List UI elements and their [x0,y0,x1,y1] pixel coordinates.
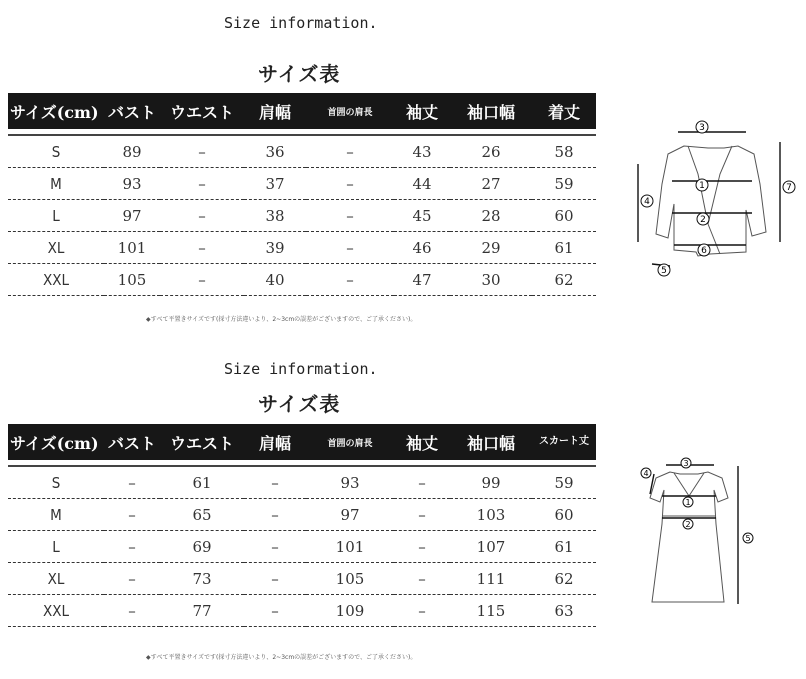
cell: 28 [450,200,532,232]
cell: 38 [244,200,306,232]
cell: 43 [394,135,450,168]
svg-text:6: 6 [701,246,707,256]
cell: 37 [244,168,306,200]
table-row [8,200,596,232]
cell: – [244,499,306,531]
cell: 29 [450,232,532,264]
table-row [8,563,596,595]
cell: 45 [394,200,450,232]
cell: 77 [160,595,244,627]
cell: – [394,563,450,595]
cell: 101 [306,531,394,563]
cell: 101 [104,232,160,264]
cell: – [160,264,244,296]
svg-text:2: 2 [700,215,706,225]
cell: – [104,499,160,531]
cell: 93 [104,168,160,200]
cell: 99 [450,466,532,499]
cell: 115 [450,595,532,627]
cell: 61 [160,466,244,499]
svg-text:1: 1 [685,498,691,507]
header-shoulder: 肩幅 [244,93,306,129]
cell: 62 [532,264,596,296]
table-row [8,531,596,563]
cell: 47 [394,264,450,296]
header-sleeve-length: 袖丈 [394,93,450,129]
header-waist: ウエスト [160,93,244,129]
cell: 59 [532,168,596,200]
section-heading: Size information. [224,14,378,32]
cell: 59 [532,466,596,499]
cell: – [306,264,394,296]
cell: 105 [104,264,160,296]
svg-text:5: 5 [661,266,667,276]
cell: – [244,595,306,627]
cell: M [8,499,104,531]
size-table-title: サイズ表 [258,62,341,86]
size-table [8,424,596,627]
cell: L [8,200,104,232]
svg-text:7: 7 [786,183,792,193]
svg-text:3: 3 [699,123,705,133]
cell: 40 [244,264,306,296]
table-row [8,232,596,264]
svg-text:3: 3 [683,459,689,468]
cell: 97 [306,499,394,531]
cell: S [8,135,104,168]
cell: L [8,531,104,563]
dress-diagram [630,454,760,614]
svg-text:4: 4 [644,197,650,207]
table-row [8,499,596,531]
header-sleeve-length: 袖丈 [394,424,450,460]
header-cuff-width: 袖口幅 [450,424,532,460]
header-shoulder: 肩幅 [244,424,306,460]
cell: – [104,466,160,499]
cell: XL [8,563,104,595]
cell: S [8,466,104,499]
header-bust: バスト [104,93,160,129]
cell: 30 [450,264,532,296]
cell: – [104,531,160,563]
cell: – [394,466,450,499]
cell: 105 [306,563,394,595]
cell: 63 [532,595,596,627]
cell: 39 [244,232,306,264]
cell: 61 [532,531,596,563]
jacket-diagram [628,114,798,284]
cell: – [104,595,160,627]
cell: 65 [160,499,244,531]
cell: 73 [160,563,244,595]
cell: 61 [532,232,596,264]
cell: – [394,499,450,531]
header-bust: バスト [104,424,160,460]
header-skirt-length: スカート丈 [532,424,596,460]
section-heading: Size information. [224,360,378,378]
cell: – [394,595,450,627]
cell: XXL [8,264,104,296]
cell: – [160,135,244,168]
cell: – [160,232,244,264]
cell: 103 [450,499,532,531]
cell: – [306,168,394,200]
svg-text:5: 5 [745,534,751,543]
cell: 60 [532,499,596,531]
size-table-title: サイズ表 [258,392,341,416]
svg-text:2: 2 [685,520,691,529]
cell: 44 [394,168,450,200]
cell: XL [8,232,104,264]
header-size: サイズ(cm) [8,424,104,460]
cell: – [306,135,394,168]
header-size: サイズ(cm) [8,93,104,129]
cell: M [8,168,104,200]
header-length: 着丈 [532,93,596,129]
cell: – [104,563,160,595]
cell: 109 [306,595,394,627]
header-waist: ウエスト [160,424,244,460]
cell: 26 [450,135,532,168]
svg-text:4: 4 [643,469,649,478]
size-table [8,93,596,296]
cell: 97 [104,200,160,232]
cell: 36 [244,135,306,168]
table-row [8,595,596,627]
svg-text:1: 1 [699,181,705,191]
cell: 46 [394,232,450,264]
table-header-row [8,93,596,129]
table-row [8,135,596,168]
cell: – [306,200,394,232]
measurement-note: ◆すべて平置きサイズです(採寸方法違いより、2~3cmの誤差がございますので、ご了承ください)。 [146,316,417,323]
cell: 111 [450,563,532,595]
cell: 62 [532,563,596,595]
cell: – [306,232,394,264]
cell: 60 [532,200,596,232]
cell: – [160,200,244,232]
header-neck-shoulder: 首囲の肩長 [306,93,394,129]
measurement-note: ◆すべて平置きサイズです(採寸方法違いより、2~3cmの誤差がございますので、ご了承ください)。 [146,654,417,661]
table-header-row [8,424,596,460]
header-cuff-width: 袖口幅 [450,93,532,129]
cell: – [244,466,306,499]
cell: 69 [160,531,244,563]
table-row [8,168,596,200]
table-row [8,466,596,499]
table-row [8,264,596,296]
header-neck-shoulder: 首囲の肩長 [306,424,394,460]
cell: – [244,531,306,563]
cell: 107 [450,531,532,563]
cell: – [394,531,450,563]
cell: – [244,563,306,595]
cell: XXL [8,595,104,627]
cell: 58 [532,135,596,168]
cell: – [160,168,244,200]
cell: 93 [306,466,394,499]
cell: 89 [104,135,160,168]
cell: 27 [450,168,532,200]
